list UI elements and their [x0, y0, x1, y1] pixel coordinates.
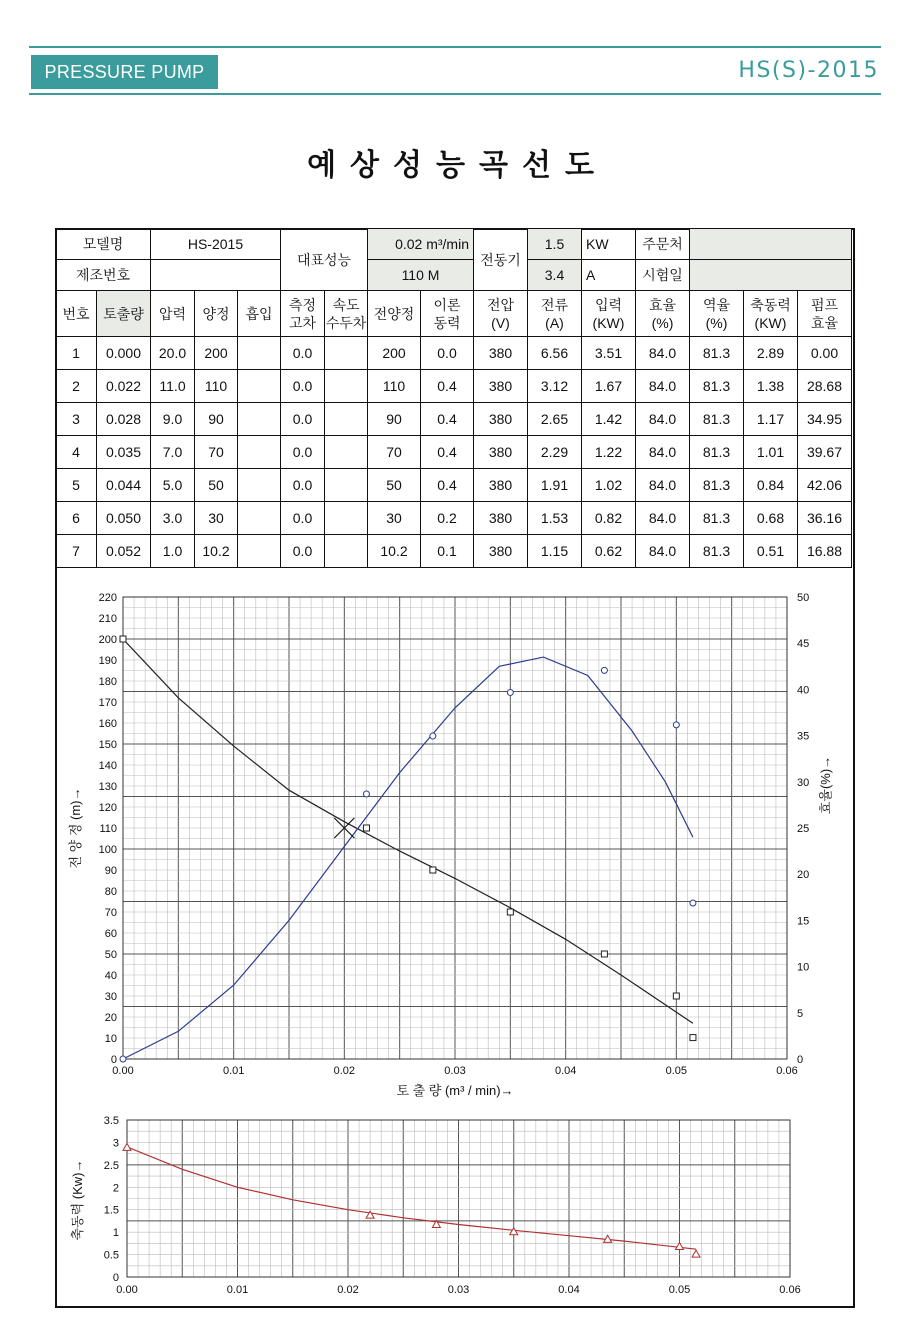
column-header-line: (%) — [651, 314, 674, 331]
table-cell: 6.56 — [528, 337, 582, 370]
head-point — [507, 909, 513, 915]
y-tick-label: 3 — [112, 1137, 119, 1150]
rep-head-value: 110 M — [368, 260, 474, 291]
table-cell: 3 — [56, 403, 97, 436]
y2-tick-label: 25 — [797, 823, 810, 835]
product-category-badge: PRESSURE PUMP — [31, 55, 218, 89]
x-tick-label: 0.01 — [226, 1284, 249, 1296]
table-cell: 39.67 — [798, 436, 852, 469]
column-header — [368, 291, 421, 337]
table-cell — [325, 535, 368, 568]
model-value: HS-2015 — [151, 229, 281, 260]
table-cell: 0.044 — [97, 469, 151, 502]
table-cell: 84.0 — [636, 502, 690, 535]
column-header-line: 입력 — [594, 296, 623, 313]
test-date-label: 시험일 — [636, 260, 690, 291]
y-tick-label: 200 — [98, 634, 117, 646]
table-cell: 380 — [474, 502, 528, 535]
table-cell: 34.95 — [798, 403, 852, 436]
head-point — [430, 867, 436, 873]
column-header-line: 이론 — [433, 296, 461, 313]
column-header — [238, 291, 281, 337]
column-header-line: (A) — [545, 314, 564, 331]
column-header-line: 축동력 — [750, 296, 791, 313]
column-header — [528, 291, 582, 337]
table-cell: 1.01 — [744, 436, 798, 469]
table-cell: 30 — [195, 502, 238, 535]
table-cell: 50 — [368, 469, 421, 502]
x-tick-label: 0.00 — [116, 1284, 138, 1296]
table-cell — [325, 469, 368, 502]
table-cell: 84.0 — [636, 436, 690, 469]
shaft-power-curve — [127, 1147, 696, 1249]
table-cell: 0.62 — [582, 535, 636, 568]
table-cell: 110 — [368, 370, 421, 403]
table-cell: 9.0 — [151, 403, 195, 436]
y-tick-label: 0 — [110, 1054, 117, 1066]
table-row — [56, 436, 852, 469]
y-axis-label: 축동력 (Kw)→ — [70, 1159, 85, 1241]
table-row — [56, 370, 852, 403]
table-cell: 2.89 — [744, 337, 798, 370]
y-tick-label: 110 — [99, 823, 117, 835]
x-tick-label: 0.00 — [112, 1065, 134, 1077]
table-cell: 200 — [195, 337, 238, 370]
column-header — [281, 291, 325, 337]
column-header-line: 역율 — [702, 296, 731, 313]
table-cell: 90 — [368, 403, 421, 436]
column-header-line: 번호 — [62, 305, 90, 322]
rep-flow-unit: m³/min — [426, 236, 469, 252]
column-header-row — [56, 291, 852, 337]
x-tick-label: 0.03 — [444, 1065, 466, 1077]
y2-tick-label: 35 — [797, 730, 810, 743]
table-cell: 0.0 — [281, 370, 325, 403]
y-tick-label: 40 — [104, 970, 117, 982]
y-tick-label: 30 — [104, 991, 117, 1003]
table-cell: 3.12 — [528, 370, 582, 403]
table-cell: 81.3 — [690, 535, 744, 568]
x-tick-label: 0.06 — [779, 1284, 801, 1296]
shaft-power-chart — [55, 1110, 855, 1308]
column-header-line: 양정 — [202, 305, 230, 322]
table-cell: 2.29 — [528, 436, 582, 469]
page-title: 예상성능곡선도 — [307, 148, 608, 183]
table-cell: 1.42 — [582, 403, 636, 436]
x-tick-label: 0.05 — [668, 1284, 691, 1296]
rep-flow-value: 0.02 — [395, 236, 423, 252]
table-cell: 1.91 — [528, 469, 582, 502]
table-cell: 7 — [56, 535, 97, 568]
x-tick-label: 0.04 — [558, 1284, 580, 1296]
head-point — [120, 636, 126, 642]
spec-table — [55, 228, 852, 568]
table-cell — [238, 436, 281, 469]
shaft-power-point — [692, 1250, 700, 1257]
y-tick-label: 0.5 — [103, 1249, 119, 1262]
y-tick-label: 130 — [98, 781, 117, 793]
y-tick-label: 3.5 — [103, 1115, 119, 1127]
column-header-line: 흡입 — [245, 305, 273, 322]
efficiency-point — [507, 689, 513, 695]
column-header — [798, 291, 852, 337]
table-cell: 0.4 — [421, 469, 474, 502]
table-cell: 0.0 — [281, 535, 325, 568]
table-cell: 0.82 — [582, 502, 636, 535]
table-cell — [238, 370, 281, 403]
table-cell: 42.06 — [798, 469, 852, 502]
y2-tick-label: 5 — [797, 1007, 804, 1020]
data-rows — [56, 337, 852, 568]
table-cell: 81.3 — [690, 436, 744, 469]
motor-power-unit: KW — [582, 229, 636, 260]
serial-value — [151, 260, 281, 291]
table-row — [56, 403, 852, 436]
table-cell: 0.0 — [281, 337, 325, 370]
y-tick-label: 80 — [104, 886, 117, 898]
table-cell: 1.17 — [744, 403, 798, 436]
y2-tick-label: 50 — [797, 592, 810, 604]
efficiency-point — [120, 1056, 126, 1062]
table-cell: 30 — [368, 502, 421, 535]
table-cell: 3.0 — [151, 502, 195, 535]
table-cell: 380 — [474, 403, 528, 436]
column-header-line: 측정 — [288, 296, 317, 313]
table-cell: 90 — [195, 403, 238, 436]
motor-label: 전동기 — [474, 229, 528, 291]
table-cell: 0.050 — [97, 502, 151, 535]
y2-tick-label: 15 — [797, 915, 810, 928]
table-cell: 81.3 — [690, 370, 744, 403]
column-header-line: 토출량 — [103, 305, 144, 322]
efficiency-point — [363, 791, 369, 797]
table-cell: 0.00 — [798, 337, 852, 370]
table-cell: 84.0 — [636, 337, 690, 370]
y-tick-label: 2.5 — [103, 1159, 119, 1172]
y-tick-label: 90 — [104, 865, 117, 877]
table-cell: 0.0 — [281, 502, 325, 535]
table-cell: 380 — [474, 469, 528, 502]
column-header-line: (V) — [491, 314, 510, 331]
table-cell: 70 — [368, 436, 421, 469]
y2-tick-label: 20 — [797, 869, 810, 882]
y-tick-label: 0 — [112, 1272, 119, 1284]
efficiency-curve — [123, 657, 693, 1059]
table-cell: 1.22 — [582, 436, 636, 469]
head-point — [363, 825, 369, 831]
table-cell — [325, 403, 368, 436]
y-tick-label: 120 — [98, 802, 117, 814]
table-cell: 20.0 — [151, 337, 195, 370]
table-cell: 0.51 — [744, 535, 798, 568]
table-cell: 70 — [195, 436, 238, 469]
column-header — [744, 291, 798, 337]
column-header — [474, 291, 528, 337]
table-cell: 1.02 — [582, 469, 636, 502]
x-axis-label: 토 출 량 (m³ / min)→ — [396, 1083, 514, 1098]
column-header — [56, 291, 97, 337]
rep-flow — [368, 229, 474, 260]
table-cell: 84.0 — [636, 469, 690, 502]
column-header-line: 압력 — [158, 305, 187, 322]
column-header-line: 효율 — [810, 314, 839, 331]
y2-tick-label: 0 — [797, 1054, 804, 1066]
table-row — [56, 535, 852, 568]
performance-chart — [55, 565, 855, 1110]
y-tick-label: 170 — [98, 697, 117, 709]
orderer-label: 주문처 — [636, 229, 690, 260]
y2-tick-label: 30 — [797, 776, 810, 789]
x-tick-label: 0.04 — [554, 1065, 577, 1077]
y-tick-label: 20 — [104, 1012, 117, 1024]
table-cell: 0.4 — [421, 370, 474, 403]
table-cell: 0.4 — [421, 403, 474, 436]
y-tick-label: 70 — [104, 907, 117, 919]
table-cell — [325, 436, 368, 469]
table-cell: 0.68 — [744, 502, 798, 535]
table-cell: 1.0 — [151, 535, 195, 568]
table-cell: 0.0 — [281, 403, 325, 436]
table-cell: 0.84 — [744, 469, 798, 502]
header-bottom-rule — [29, 93, 881, 95]
x-tick-label: 0.05 — [665, 1065, 688, 1077]
table-row — [56, 502, 852, 535]
y-tick-label: 2 — [112, 1182, 119, 1195]
y-tick-label: 140 — [98, 760, 117, 772]
y-tick-label: 1 — [112, 1227, 119, 1240]
y2-tick-label: 10 — [797, 961, 810, 974]
table-cell: 10.2 — [195, 535, 238, 568]
y-tick-label: 1.5 — [103, 1204, 119, 1217]
column-header-line: 속도 — [332, 296, 360, 313]
table-cell — [238, 469, 281, 502]
y-tick-label: 210 — [98, 613, 117, 625]
table-cell: 5 — [56, 469, 97, 502]
shaft-power-point — [123, 1143, 131, 1150]
column-header-line: 동력 — [433, 314, 461, 331]
table-cell: 11.0 — [151, 370, 195, 403]
table-cell: 1.38 — [744, 370, 798, 403]
table-cell: 1.53 — [528, 502, 582, 535]
table-cell: 0.0 — [281, 436, 325, 469]
column-header — [690, 291, 744, 337]
table-cell: 0.0 — [421, 337, 474, 370]
table-cell: 5.0 — [151, 469, 195, 502]
column-header-line: 전양정 — [373, 305, 415, 322]
table-cell: 1.15 — [528, 535, 582, 568]
table-cell: 81.3 — [690, 502, 744, 535]
column-header-line: 수두차 — [325, 314, 367, 331]
table-cell: 84.0 — [636, 403, 690, 436]
table-cell: 10.2 — [368, 535, 421, 568]
table-cell: 81.3 — [690, 403, 744, 436]
column-header-line: 효율 — [648, 296, 677, 313]
table-cell: 0.035 — [97, 436, 151, 469]
column-header-line: 펌프 — [810, 296, 839, 313]
column-header — [97, 291, 151, 337]
motor-power-value: 1.5 — [528, 229, 582, 260]
table-cell: 7.0 — [151, 436, 195, 469]
table-cell: 0.2 — [421, 502, 474, 535]
table-cell: 0.4 — [421, 436, 474, 469]
table-cell: 50 — [195, 469, 238, 502]
column-header-line: (%) — [705, 314, 728, 331]
y2-axis-label: 효율(%)→ — [818, 755, 833, 815]
x-tick-label: 0.03 — [447, 1284, 470, 1296]
x-tick-label: 0.02 — [333, 1065, 356, 1077]
head-point — [673, 993, 679, 999]
column-header-line: (KW) — [592, 314, 625, 331]
table-cell: 0.028 — [97, 403, 151, 436]
header-top-rule — [29, 46, 881, 48]
y-tick-label: 150 — [98, 739, 117, 751]
orderer-value — [690, 229, 852, 260]
table-cell — [325, 370, 368, 403]
table-cell: 380 — [474, 337, 528, 370]
y-tick-label: 220 — [98, 592, 117, 604]
head-curve — [123, 639, 693, 1023]
table-cell: 2 — [56, 370, 97, 403]
table-cell: 6 — [56, 502, 97, 535]
column-header — [636, 291, 690, 337]
table-cell: 0.022 — [97, 370, 151, 403]
motor-current-unit: A — [582, 260, 636, 291]
shaft-power-point — [510, 1228, 518, 1235]
table-cell: 380 — [474, 436, 528, 469]
efficiency-point — [690, 900, 696, 906]
table-cell — [238, 337, 281, 370]
table-cell — [325, 337, 368, 370]
column-header — [195, 291, 238, 337]
column-header — [151, 291, 195, 337]
y-tick-label: 180 — [98, 676, 117, 688]
table-cell: 28.68 — [798, 370, 852, 403]
efficiency-point — [430, 733, 436, 739]
table-cell: 1.67 — [582, 370, 636, 403]
table-cell — [325, 502, 368, 535]
column-header-line: (KW) — [754, 314, 787, 331]
rep-perf-label: 대표성능 — [281, 229, 368, 291]
table-row — [56, 469, 852, 502]
table-cell: 84.0 — [636, 535, 690, 568]
column-header — [421, 291, 474, 337]
column-header-line: 전류 — [540, 296, 569, 313]
y-tick-label: 50 — [104, 949, 117, 961]
x-tick-label: 0.01 — [222, 1065, 245, 1077]
y-tick-label: 190 — [98, 655, 117, 667]
table-cell — [238, 403, 281, 436]
serial-label: 제조번호 — [56, 260, 151, 291]
table-cell: 0.0 — [281, 469, 325, 502]
y-tick-label: 160 — [98, 718, 117, 730]
efficiency-point — [673, 722, 679, 728]
table-cell: 81.3 — [690, 469, 744, 502]
efficiency-point — [601, 667, 607, 673]
y-tick-label: 10 — [104, 1033, 117, 1045]
table-cell: 3.51 — [582, 337, 636, 370]
column-header — [582, 291, 636, 337]
table-cell: 4 — [56, 436, 97, 469]
table-cell: 2.65 — [528, 403, 582, 436]
table-cell: 0.1 — [421, 535, 474, 568]
table-cell: 0.052 — [97, 535, 151, 568]
table-cell: 380 — [474, 535, 528, 568]
table-cell: 0.000 — [97, 337, 151, 370]
table-cell — [238, 535, 281, 568]
table-cell: 380 — [474, 370, 528, 403]
y-tick-label: 100 — [98, 844, 117, 856]
table-cell: 81.3 — [690, 337, 744, 370]
y-tick-label: 60 — [104, 928, 117, 940]
model-code: HS(S)-2015 — [738, 58, 879, 83]
table-cell: 36.16 — [798, 502, 852, 535]
column-header-line: 고차 — [288, 314, 317, 331]
y2-tick-label: 40 — [797, 684, 810, 697]
model-label: 모델명 — [56, 229, 151, 260]
table-cell — [238, 502, 281, 535]
table-cell: 16.88 — [798, 535, 852, 568]
head-point — [690, 1035, 696, 1041]
x-tick-label: 0.06 — [776, 1065, 798, 1077]
head-point — [601, 951, 607, 957]
y-axis-label: 전 양 정 (m)→ — [68, 787, 83, 869]
table-cell: 110 — [195, 370, 238, 403]
motor-current-value: 3.4 — [528, 260, 582, 291]
y2-tick-label: 45 — [797, 638, 810, 651]
test-date-value — [690, 260, 852, 291]
table-row — [56, 337, 852, 370]
column-header-line: 전압 — [486, 296, 515, 313]
table-cell: 200 — [368, 337, 421, 370]
x-tick-label: 0.02 — [337, 1284, 359, 1296]
table-cell: 84.0 — [636, 370, 690, 403]
column-header — [325, 291, 368, 337]
table-cell: 1 — [56, 337, 97, 370]
